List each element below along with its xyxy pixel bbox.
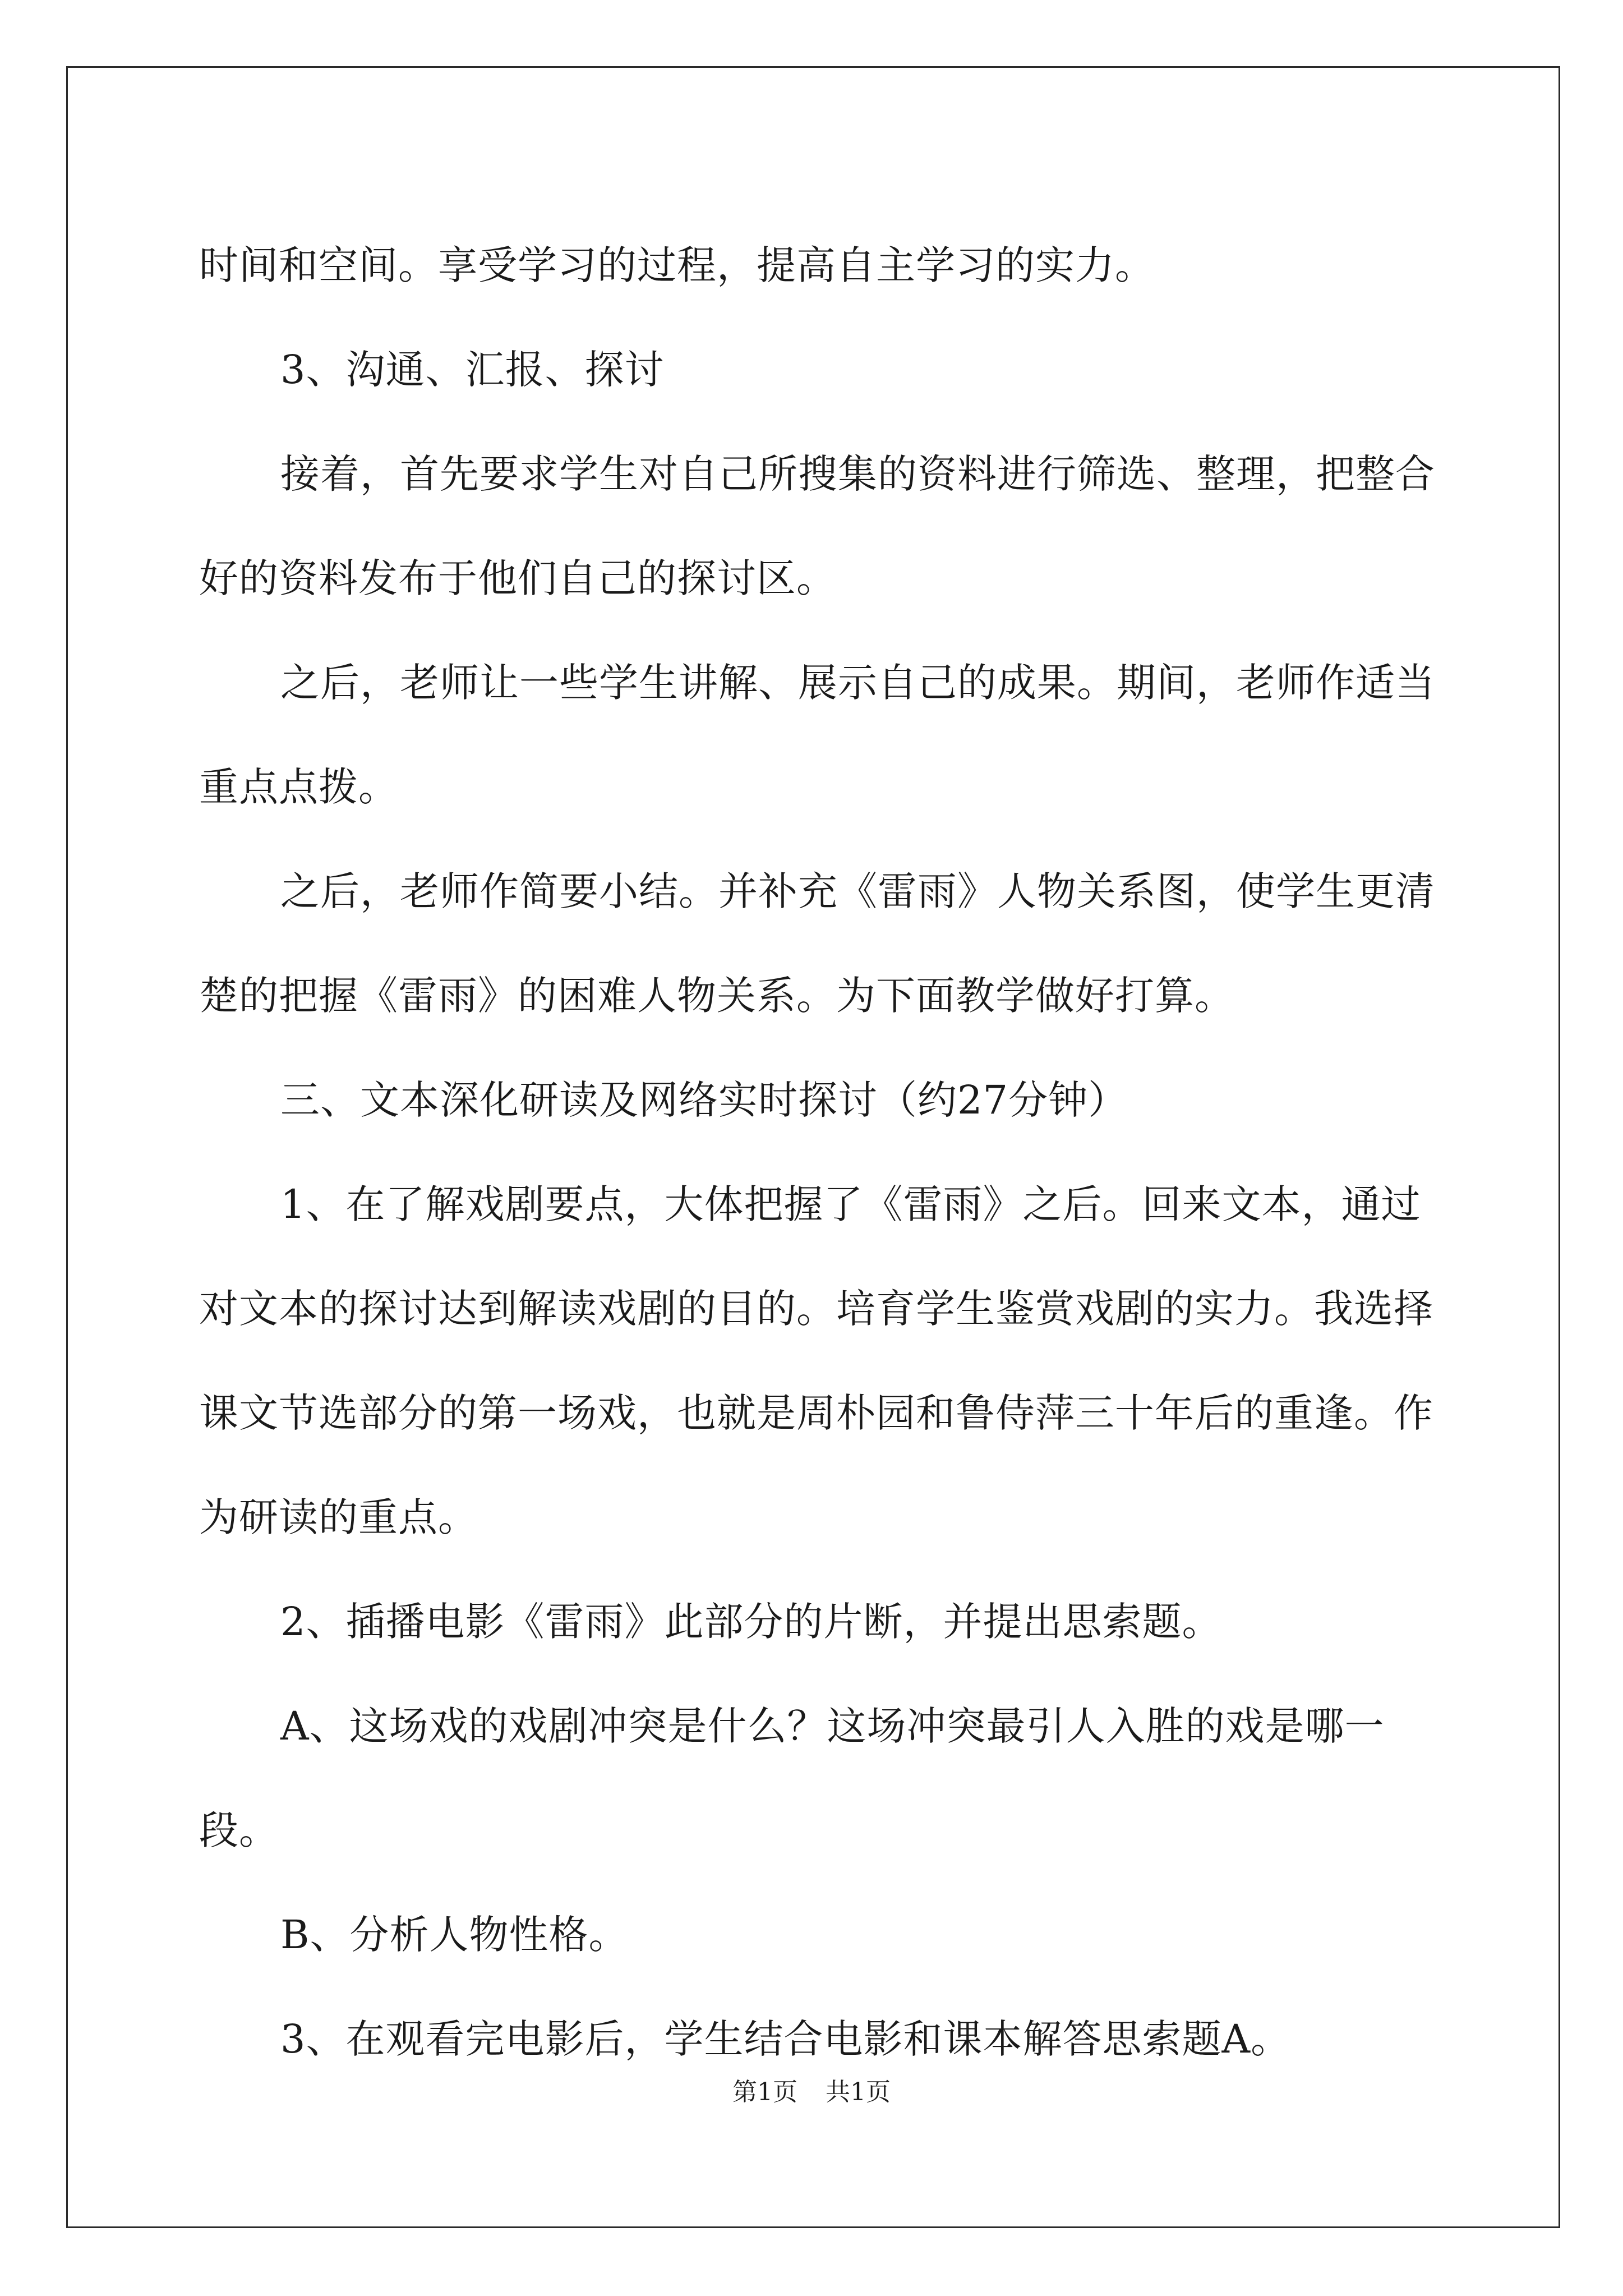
- paragraph-filter-materials: 接着，首先要求学生对自己所搜集的资料进行筛选、整理，把整合好的资料发布于他们自己的探讨区。: [199, 451, 1435, 601]
- page-number: 第1页: [732, 2078, 797, 2106]
- page-total: 共1页: [826, 2078, 891, 2106]
- document-body: [199, 213, 1438, 2091]
- paragraph-question-b: B、分析人物性格。: [280, 1912, 629, 1958]
- paragraph-movie-clip: 2、插播电影《雷雨》此部分的片断，并提出思索题。: [280, 1599, 1222, 1645]
- paragraph-answer-a: 3、在观看完电影后，学生结合电影和课本解答思索题A。: [280, 2016, 1291, 2062]
- page-footer: [0, 2072, 1623, 2108]
- paragraph-teacher-summary: 之后，老师作简要小结。并补充《雷雨》人物关系图，使学生更清楚的把握《雷雨》的困难人物关系。为下面教学做好打算。: [199, 868, 1435, 1019]
- paragraph-question-a: A、这场戏的戏剧冲突是什么？这场冲突最引人入胜的戏是哪一段。: [199, 1703, 1385, 1853]
- paragraph-section-three-heading: 三、文本深化研读及网络实时探讨（约27分钟）: [280, 1077, 1128, 1123]
- paragraph-heading-communicate: 3、沟通、汇报、探讨: [280, 347, 665, 393]
- paragraph-student-present: 之后，老师让一些学生讲解、展示自己的成果。期间，老师作适当重点点拨。: [199, 660, 1435, 810]
- paragraph-text-study: 1、在了解戏剧要点，大体把握了《雷雨》之后。回来文本，通过对文本的探讨达到解读戏剧的目的。培育学生鉴赏戏剧的实力。我选择课文节选部分的第一场戏，也就是周朴园和鲁侍萍三十年后的重逢。作为研读的重点。: [199, 1181, 1433, 1540]
- paragraph-continuation: 时间和空间。享受学习的过程，提高自主学习的实力。: [199, 242, 1155, 288]
